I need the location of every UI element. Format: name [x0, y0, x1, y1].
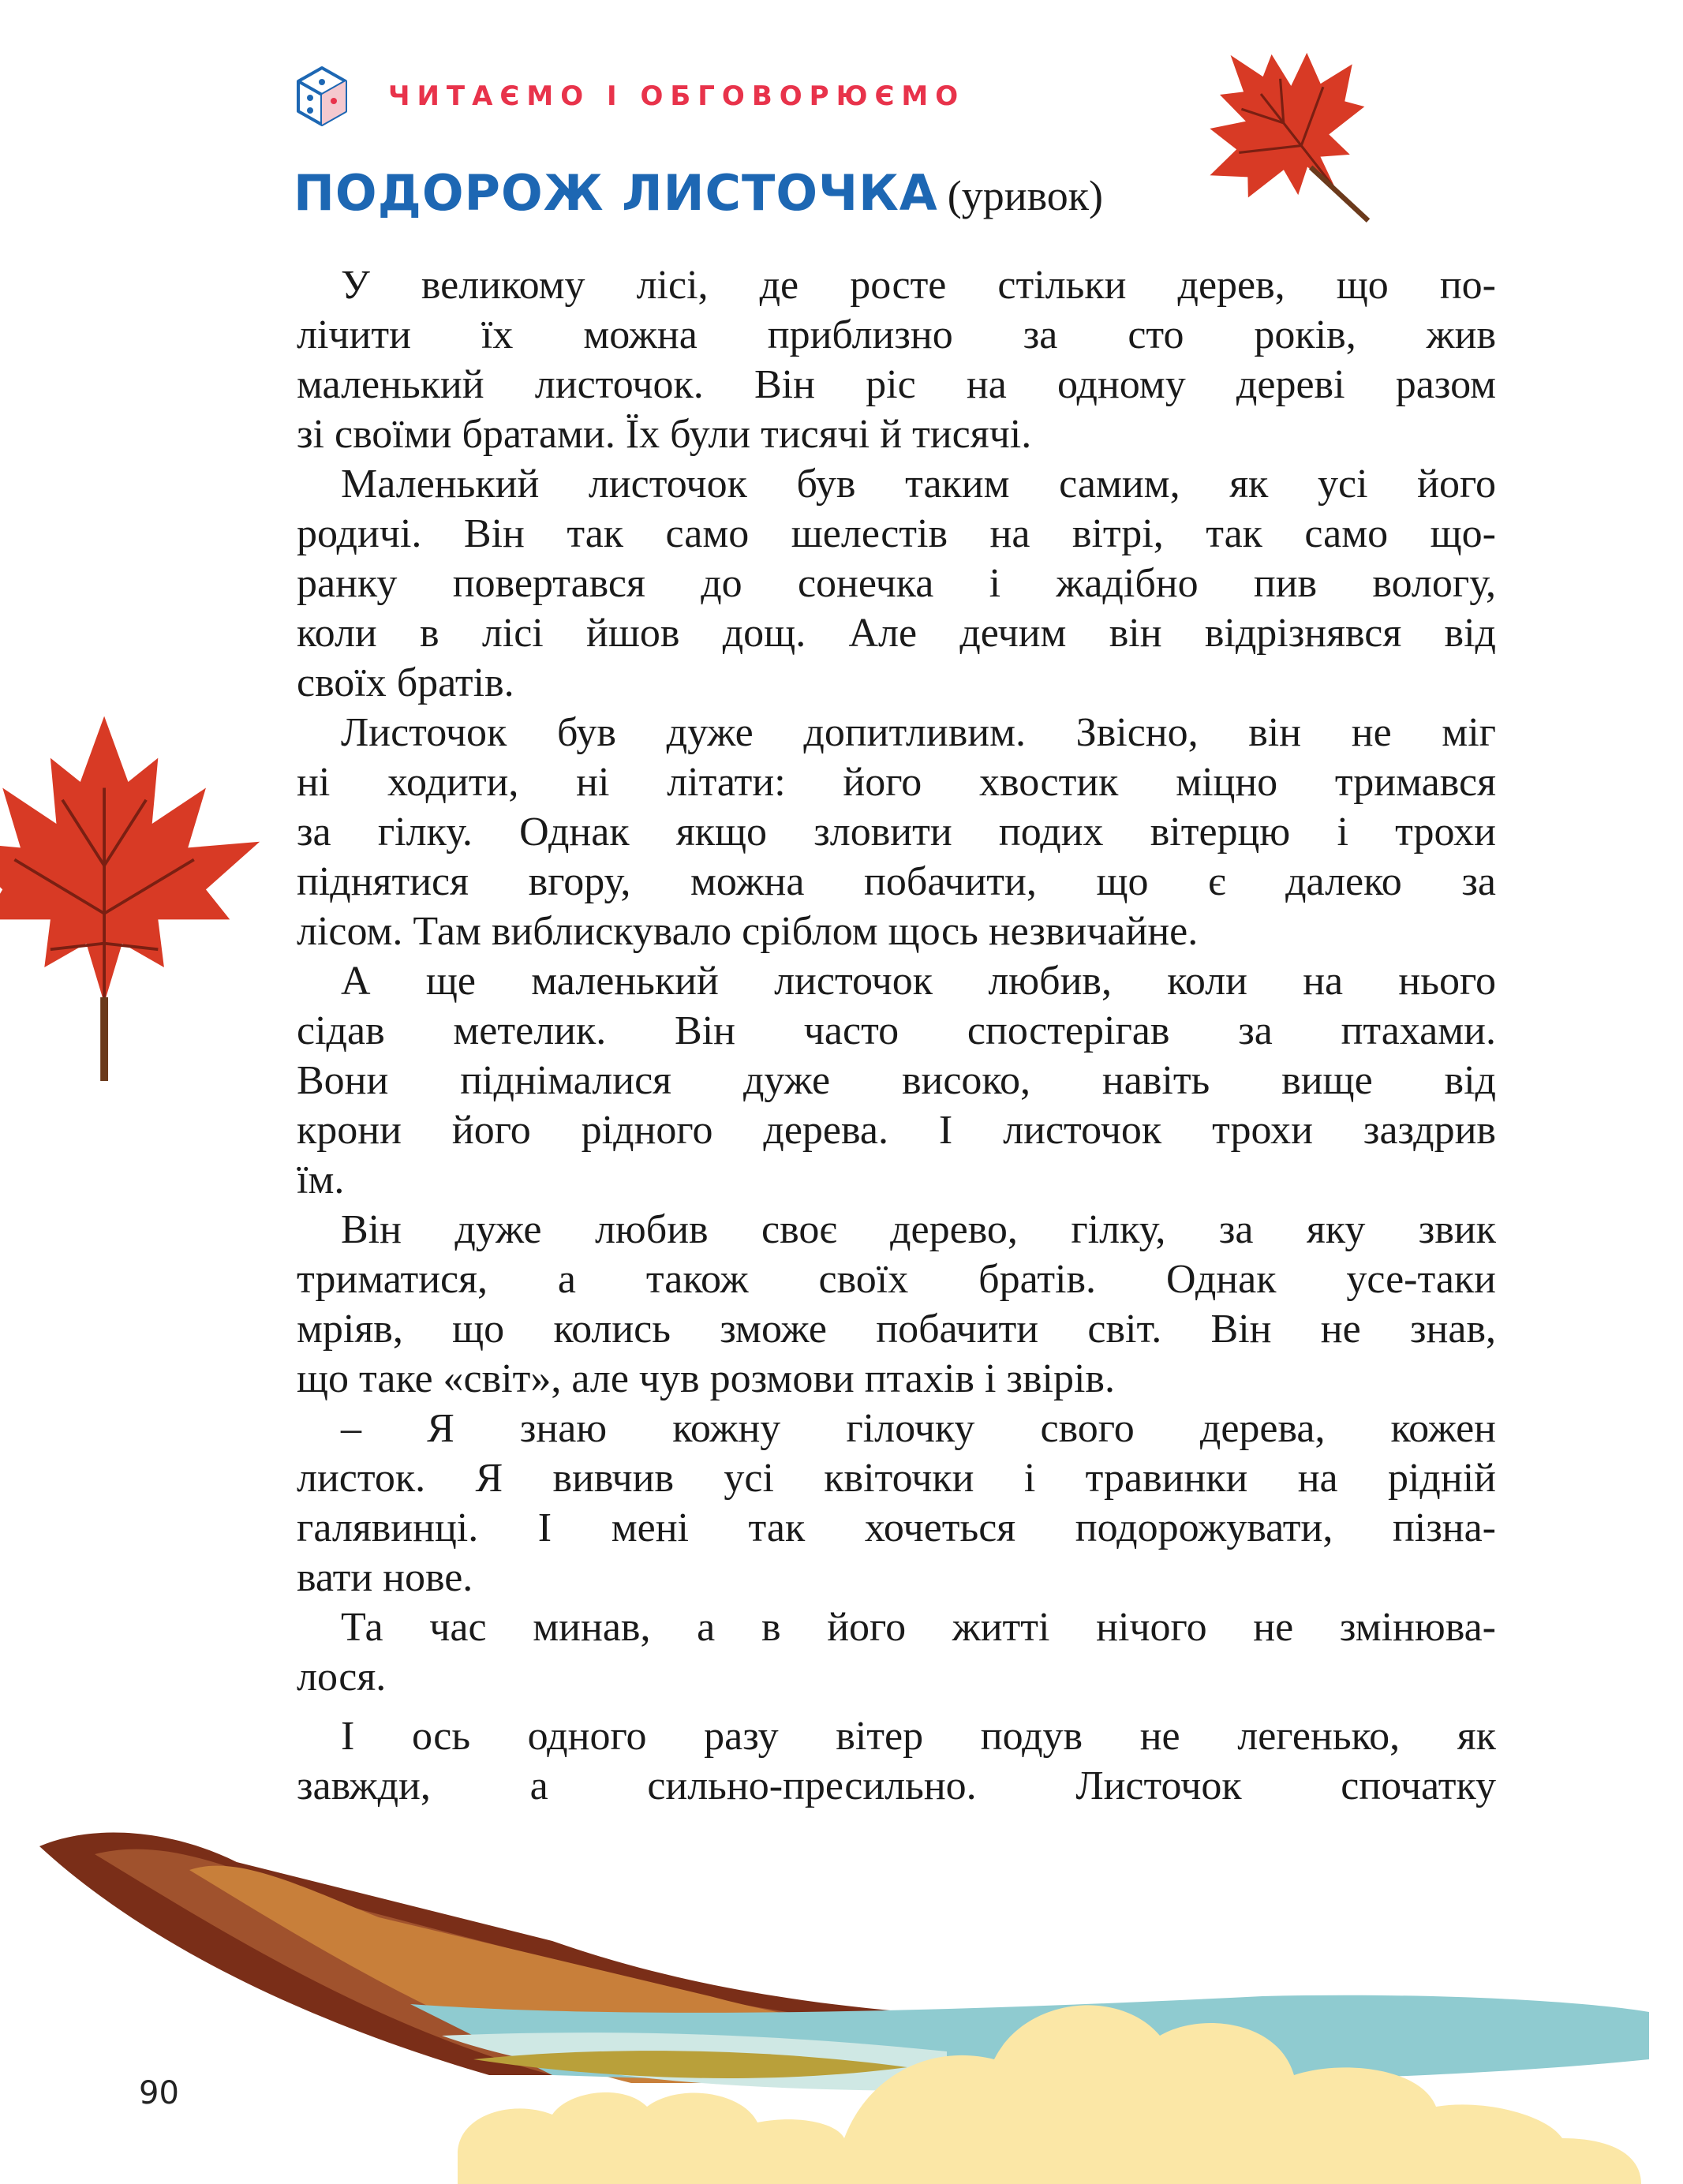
- paragraph: [297, 708, 1496, 956]
- text-line: – Я знаю кожну гілочку свого дерева, кожен: [341, 1406, 1496, 1451]
- text-line: У великому лісі, де росте стільки дерев, що по-: [341, 263, 1496, 308]
- text-line: листок. Я вивчив усі квіточки і травинки на рідній: [297, 1456, 1496, 1501]
- text-line: Маленький листочок був таким самим, як усі його: [341, 462, 1496, 507]
- story-title: ПОДОРОЖ ЛИСТОЧКА: [294, 164, 938, 222]
- text-line: мріяв, що колись зможе побачити світ. Він не знав,: [297, 1307, 1496, 1352]
- text-line: їм.: [297, 1157, 345, 1202]
- text-line: Та час минав, а в його житті нічого не змінюва-: [341, 1605, 1496, 1650]
- text-line: ранку повертався до сонечка і жадібно пив вологу,: [297, 561, 1496, 606]
- text-line: І ось одного разу вітер подув не легенько, як: [341, 1714, 1496, 1759]
- text-line: Листочок був дуже допитливим. Звісно, він не міг: [341, 710, 1496, 755]
- paragraph: [297, 956, 1496, 1205]
- paragraph: [297, 459, 1496, 708]
- text-line: вати нове.: [297, 1555, 473, 1600]
- text-line: галявинці. І мені так хочеться подорожувати, пізна-: [297, 1505, 1496, 1550]
- section-label: ЧИТАЄМО І ОБГОВОРЮЄМО: [388, 80, 966, 112]
- text-line: триматися, а також своїх братів. Однак усе-таки: [297, 1257, 1496, 1302]
- landscape-illustration: [0, 1823, 1683, 2184]
- cube-dice-icon: [294, 65, 350, 128]
- text-line: своїх братів.: [297, 660, 514, 705]
- section-header: [294, 65, 965, 128]
- text-line: піднятися вгору, можна побачити, що є далеко за: [297, 859, 1496, 904]
- page-title: [294, 164, 1103, 222]
- paragraph: [297, 1404, 1496, 1602]
- paragraph: [297, 260, 1496, 459]
- text-line: лічити їх можна приблизно за сто років, жив: [297, 312, 1496, 357]
- text-line: лося.: [297, 1655, 387, 1700]
- text-line: ні ходити, ні літати: його хвостик міцно тримався: [297, 760, 1496, 805]
- text-line: родичі. Він так само шелестів на вітрі, так само що-: [297, 511, 1496, 556]
- paragraph: [297, 1205, 1496, 1404]
- paragraph: [297, 1602, 1496, 1702]
- text-line: зі своїми братами. Їх були тисячі й тисячі.: [297, 412, 1032, 457]
- paragraph: [297, 1711, 1496, 1811]
- maple-leaf-icon: [1184, 24, 1389, 229]
- text-line: крони його рідного дерева. І листочок трохи заздрив: [297, 1108, 1496, 1153]
- story-text: [297, 260, 1496, 1811]
- text-line: за гілку. Однак якщо зловити подих вітерцю і трохи: [297, 810, 1496, 855]
- text-line: завжди, а сильно-пресильно. Листочок спочатку: [297, 1763, 1496, 1808]
- text-line: коли в лісі йшов дощ. Але дечим він відрізнявся від: [297, 611, 1496, 656]
- text-line: А ще маленький листочок любив, коли на нього: [341, 959, 1496, 1004]
- title-note: (уривок): [947, 172, 1104, 219]
- text-line: сідав метелик. Він часто спостерігав за птахами.: [297, 1008, 1496, 1053]
- text-line: Вони піднімалися дуже високо, навіть вище від: [297, 1058, 1496, 1103]
- page-number: 90: [139, 2075, 179, 2111]
- text-line: маленький листочок. Він ріс на одному дереві разом: [297, 362, 1496, 407]
- maple-leaf-icon: [0, 710, 284, 1081]
- text-line: лісом. Там виблискувало сріблом щось незвичайне.: [297, 909, 1199, 954]
- text-line: Він дуже любив своє дерево, гілку, за яку звик: [341, 1207, 1496, 1252]
- text-line: що таке «світ», але чув розмови птахів і звірів.: [297, 1356, 1115, 1401]
